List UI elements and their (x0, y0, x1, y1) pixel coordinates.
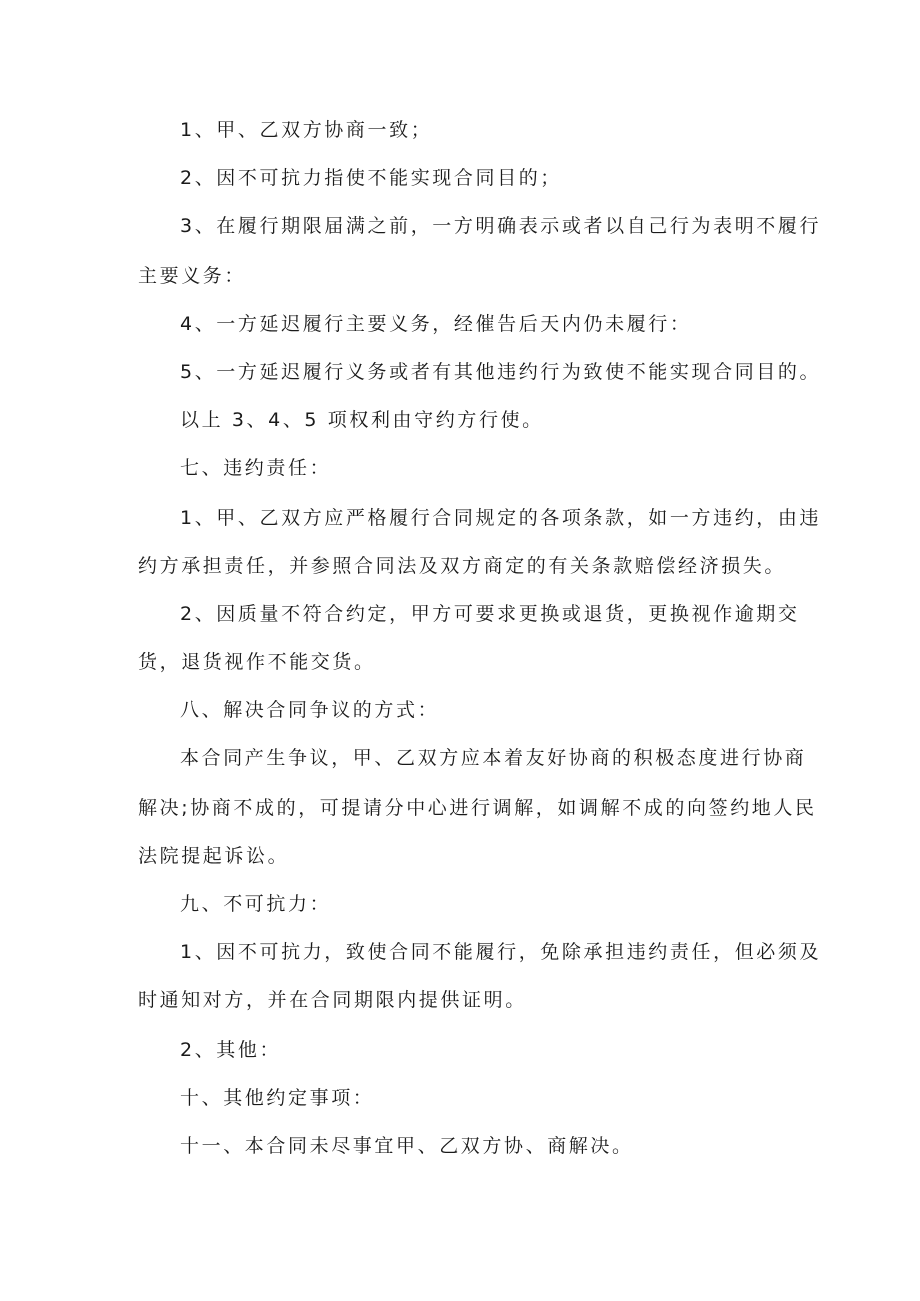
section-heading: 十、其他约定事项： (180, 1087, 375, 1109)
clause-line: 1、因不可抗力，致使合同不能履行，免除承担违约责任，但必须及 (180, 941, 822, 963)
section-heading: 九、不可抗力： (180, 893, 332, 915)
clause-line: 约方承担责任，并参照合同法及双方商定的有关条款赔偿经济损失。 (138, 555, 787, 577)
clause-line: 5、一方延迟履行义务或者有其他违约行为致使不能实现合同目的。 (180, 361, 822, 383)
clause-line: 2、其他： (180, 1039, 282, 1061)
clause-line: 解决;协商不成的，可提请分中心进行调解，如调解不成的向签约地人民 (138, 797, 817, 819)
section-heading: 十一、本合同未尽事宜甲、乙双方协、商解决。 (180, 1135, 634, 1157)
clause-line: 4、一方延迟履行主要义务，经催告后天内仍未履行： (180, 313, 692, 335)
clause-line: 法院提起诉讼。 (138, 845, 290, 867)
clause-line: 时通知对方，并在合同期限内提供证明。 (138, 989, 527, 1011)
clause-line: 以上 3、4、5 项权利由守约方行使。 (180, 409, 544, 431)
clause-line: 货，退货视作不能交货。 (138, 651, 376, 673)
clause-line: 1、甲、乙双方应严格履行合同规定的各项条款，如一方违约，由违 (180, 507, 822, 529)
clause-line: 1、甲、乙双方协商一致； (180, 119, 433, 141)
clause-line: 主要义务： (138, 265, 247, 287)
clause-line: 2、因质量不符合约定，甲方可要求更换或退货，更换视作逾期交 (180, 603, 800, 625)
section-heading: 七、违约责任： (180, 457, 332, 479)
clause-line: 3、在履行期限届满之前，一方明确表示或者以自己行为表明不履行 (180, 215, 822, 237)
clause-line: 本合同产生争议，甲、乙双方应本着友好协商的积极态度进行协商 (180, 747, 807, 769)
clause-line: 2、因不可抗力指使不能实现合同目的； (180, 167, 562, 189)
section-heading: 八、解决合同争议的方式： (180, 699, 440, 721)
